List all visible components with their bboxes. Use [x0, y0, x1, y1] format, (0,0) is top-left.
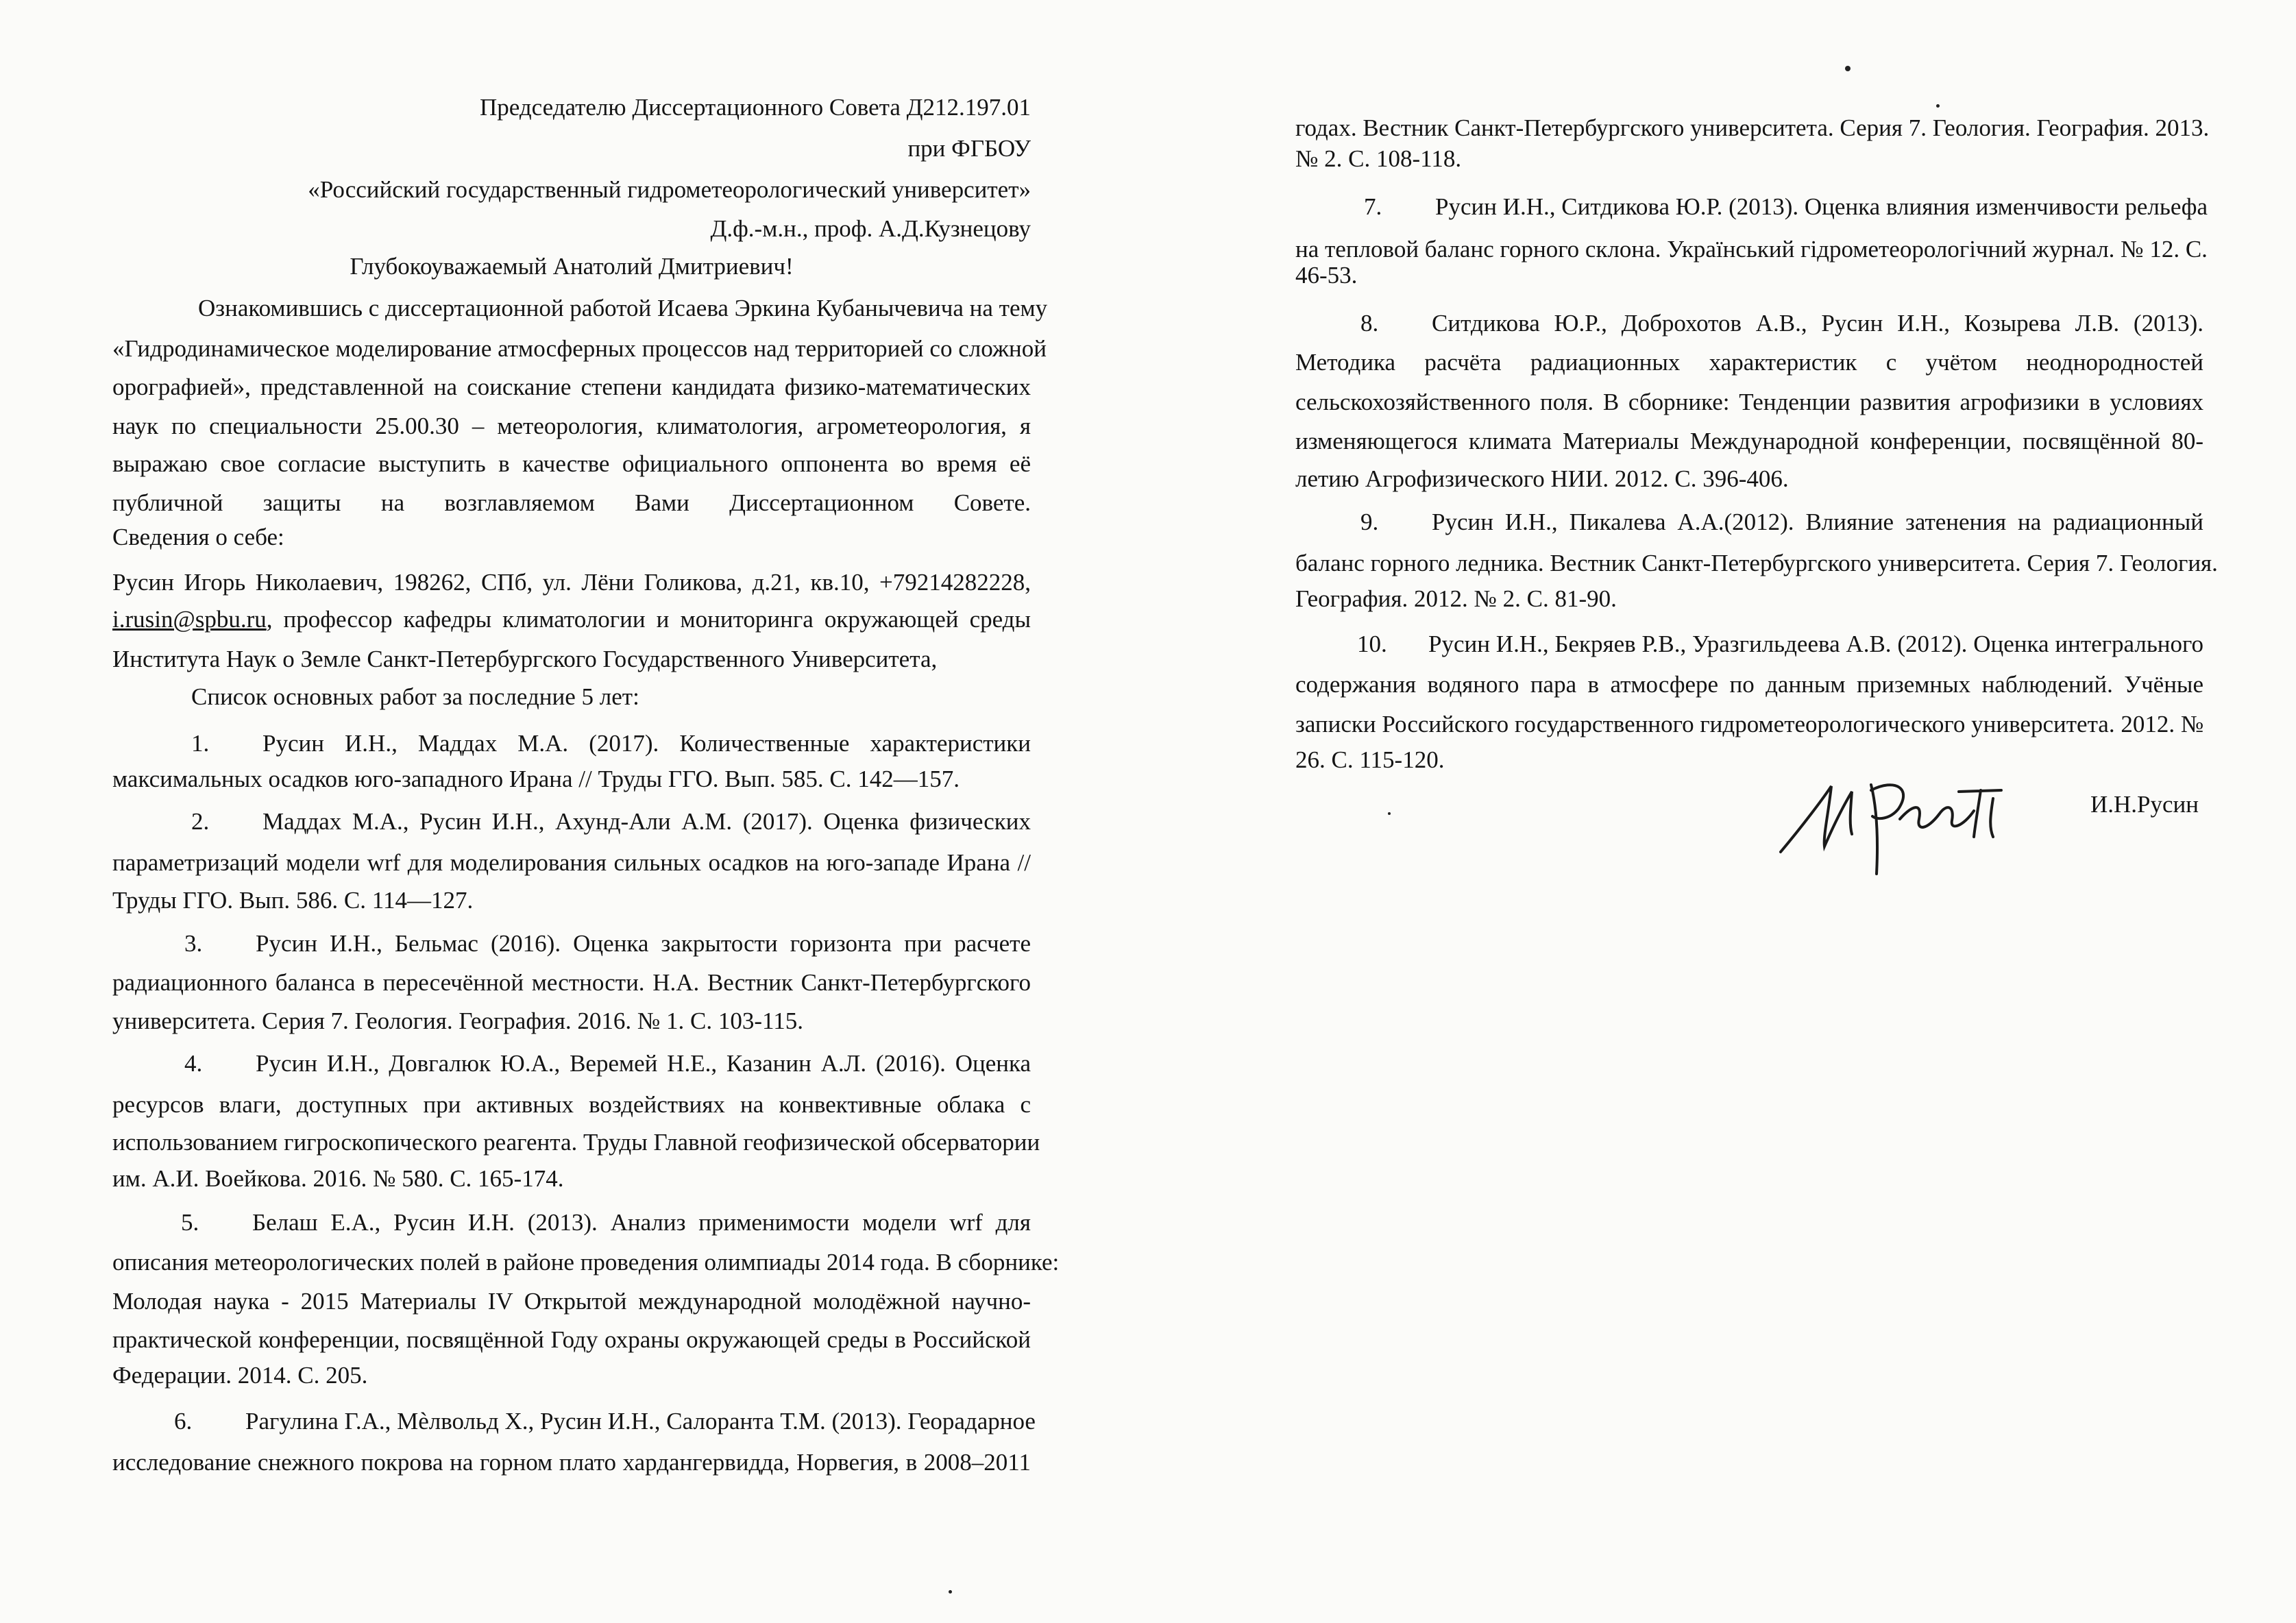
work-5-line-1: 5. Белаш Е.А., Русин И.Н. (2013). Анализ применимости модели wrf для — [181, 1208, 1031, 1238]
about-line-2-rest: , профессор кафедры климатологии и мониторинга окружающей среды — [266, 606, 1031, 633]
signer-name: И.Н.Русин — [2090, 791, 2199, 818]
work-9-line-3: География. 2012. № 2. С. 81-90. — [1295, 585, 1617, 612]
intro-line-3: орографией», представленной на соискание степени кандидата физико-математических — [112, 374, 1031, 400]
intro-line-6: публичной защиты на возглавляемом Вами Диссертационном Совете. — [112, 489, 1031, 516]
work-9-line-1: 9. Русин И.Н., Пикалева А.А.(2012). Влияние затенения на радиационный — [1360, 507, 2203, 537]
work-4-line-1: 4. Русин И.Н., Довгалюк Ю.А., Веремей Н.Е., Казанин А.Л. (2016). Оценка — [184, 1049, 1031, 1079]
work-7-line-2: на тепловой баланс горного склона. Український гідрометеорологічний журнал. № 12. С. — [1295, 236, 2208, 263]
work-number: 8. — [1360, 310, 1379, 337]
work-number: 10. — [1357, 631, 1387, 657]
about-line-3: Института Наук о Земле Санкт-Петербургского Государственного Университета, — [112, 646, 938, 672]
work-number: 5. — [181, 1209, 199, 1236]
handwritten-signature — [1775, 771, 2029, 881]
work-6-line-2: исследование снежного покрова на горном плато хардангервидда, Норвегия, в 2008–2011 — [112, 1449, 1031, 1476]
intro-line-2: «Гидродинамическое моделирование атмосферных процессов над территорией со сложной — [112, 335, 1047, 362]
work-number: 4. — [184, 1050, 203, 1077]
work-8-line-2: Методика расчёта радиационных характеристик с учётом неоднородностей — [1295, 349, 2203, 376]
work-2-line-3: Труды ГГО. Вып. 586. С. 114—127. — [112, 887, 474, 914]
work-3-line-2: радиационного баланса в пересечённой местности. Н.А. Вестник Санкт-Петербургского — [112, 969, 1031, 996]
work-7-line-3: 46-53. — [1295, 262, 1358, 289]
scan-speck — [1936, 104, 1940, 108]
about-line-2 — [112, 605, 1031, 635]
work-10-line-3: записки Российского государственного гидрометеорологического университета. 2012. № — [1295, 711, 2204, 737]
work-5-line-3: Молодая наука - 2015 Материалы IV Открытой международной молодёжной научно- — [112, 1288, 1031, 1315]
scan-speck — [949, 1590, 952, 1594]
addressee-line-4: Д.ф.-м.н., проф. А.Д.Кузнецову — [710, 215, 1031, 242]
intro-line-4: наук по специальности 25.00.30 – метеорология, климатология, агрометеорология, я — [112, 413, 1031, 439]
work-7-line-1: 7. Русин И.Н., Ситдикова Ю.Р. (2013). Оценка влияния изменчивости рельефа — [1364, 192, 2203, 222]
work-3-line-3: университета. Серия 7. Геология. География. 2016. № 1. С. 103-115. — [112, 1008, 803, 1034]
work-6-line-3: годах. Вестник Санкт-Петербургского университета. Серия 7. Геология. География. 2013. — [1295, 114, 2210, 141]
work-1-line-1: 1. Русин И.Н., Маддах М.А. (2017). Количественные характеристики — [191, 729, 1031, 759]
work-8-line-3: сельскохозяйственного поля. В сборнике: Тенденции развития агрофизики в условиях — [1295, 389, 2203, 415]
email-link[interactable]: i.rusin@spbu.ru — [112, 606, 267, 633]
intro-line-1: Ознакомившись с диссертационной работой Исаева Эркина Кубанычевича на тему — [198, 295, 1048, 321]
salutation: Глубокоуважаемый Анатолий Дмитриевич! — [350, 253, 794, 280]
work-4-line-4: им. А.И. Воейкова. 2016. № 580. С. 165-174. — [112, 1165, 564, 1192]
work-number: 6. — [174, 1408, 193, 1435]
work-3-line-1: 3. Русин И.Н., Бельмас (2016). Оценка закрытости горизонта при расчете — [184, 929, 1031, 959]
work-9-line-2: баланс горного ледника. Вестник Санкт-Петербургского университета. Серия 7. Геология. — [1295, 550, 2218, 576]
addressee-line-2: при ФГБОУ — [907, 135, 1031, 162]
addressee-line-1: Председателю Диссертационного Совета Д212.197.01 — [480, 94, 1031, 121]
work-6-line-4: № 2. С. 108-118. — [1295, 145, 1462, 172]
addressee-line-3: «Российский государственный гидрометеорологический университет» — [308, 176, 1031, 203]
work-6-line-1: 6. Рагулина Г.А., Мѐлвольд Х., Русин И.Н., Салоранта Т.М. (2013). Георадарное — [174, 1406, 1031, 1437]
work-8-line-1: 8. Ситдикова Ю.Р., Доброхотов А.В., Русин И.Н., Козырева Л.В. (2013). — [1360, 308, 2203, 339]
scan-speck — [1388, 812, 1391, 815]
work-4-line-2: ресурсов влаги, доступных при активных воздействиях на конвективные облака с — [112, 1091, 1031, 1118]
work-number: 1. — [191, 730, 210, 757]
work-2-line-1: 2. Маддах М.А., Русин И.Н., Ахунд-Али А.М. (2017). Оценка физических — [191, 807, 1031, 837]
work-number: 9. — [1360, 509, 1379, 535]
work-10-line-2: содержания водяного пара в атмосфере по данным приземных наблюдений. Учёные — [1295, 671, 2203, 698]
work-5-line-2: описания метеорологических полей в районе проведения олимпиады 2014 года. В сборнике: — [112, 1249, 1060, 1276]
work-10-line-1: 10. Русин И.Н., Бекряев Р.В., Уразгильдеева А.В. (2012). Оценка интегрального — [1357, 629, 2203, 659]
work-4-line-3: использованием гигроскопического реагента. Труды Главной геофизической обсерватории — [112, 1129, 1040, 1156]
work-number: 3. — [184, 930, 203, 957]
scan-speck — [1845, 66, 1851, 71]
work-1-line-2: максимальных осадков юго-западного Ирана // Труды ГГО. Вып. 585. С. 142—157. — [112, 766, 960, 792]
work-number: 7. — [1364, 193, 1382, 220]
work-10-line-4: 26. С. 115-120. — [1295, 746, 1445, 773]
intro-line-7: Сведения о себе: — [112, 524, 284, 550]
intro-line-5: выражаю свое согласие выступить в качестве официального оппонента во время её — [112, 450, 1031, 477]
work-5-line-4: практической конференции, посвящённой Году охраны окружающей среды в Российской — [112, 1326, 1031, 1353]
works-list-title: Список основных работ за последние 5 лет: — [191, 683, 639, 710]
work-2-line-2: параметризаций модели wrf для моделирования сильных осадков на юго-западе Ирана // — [112, 849, 1031, 876]
work-8-line-4: изменяющегося климата Материалы Международной конференции, посвящённой 80- — [1295, 428, 2203, 454]
work-5-line-5: Федерации. 2014. С. 205. — [112, 1362, 368, 1389]
work-8-line-5: летию Агрофизического НИИ. 2012. С. 396-406. — [1295, 465, 1789, 492]
about-line-1: Русин Игорь Николаевич, 198262, СПб, ул. Лёни Голикова, д.21, кв.10, +79214282228, — [112, 569, 1031, 596]
work-number: 2. — [191, 808, 210, 835]
